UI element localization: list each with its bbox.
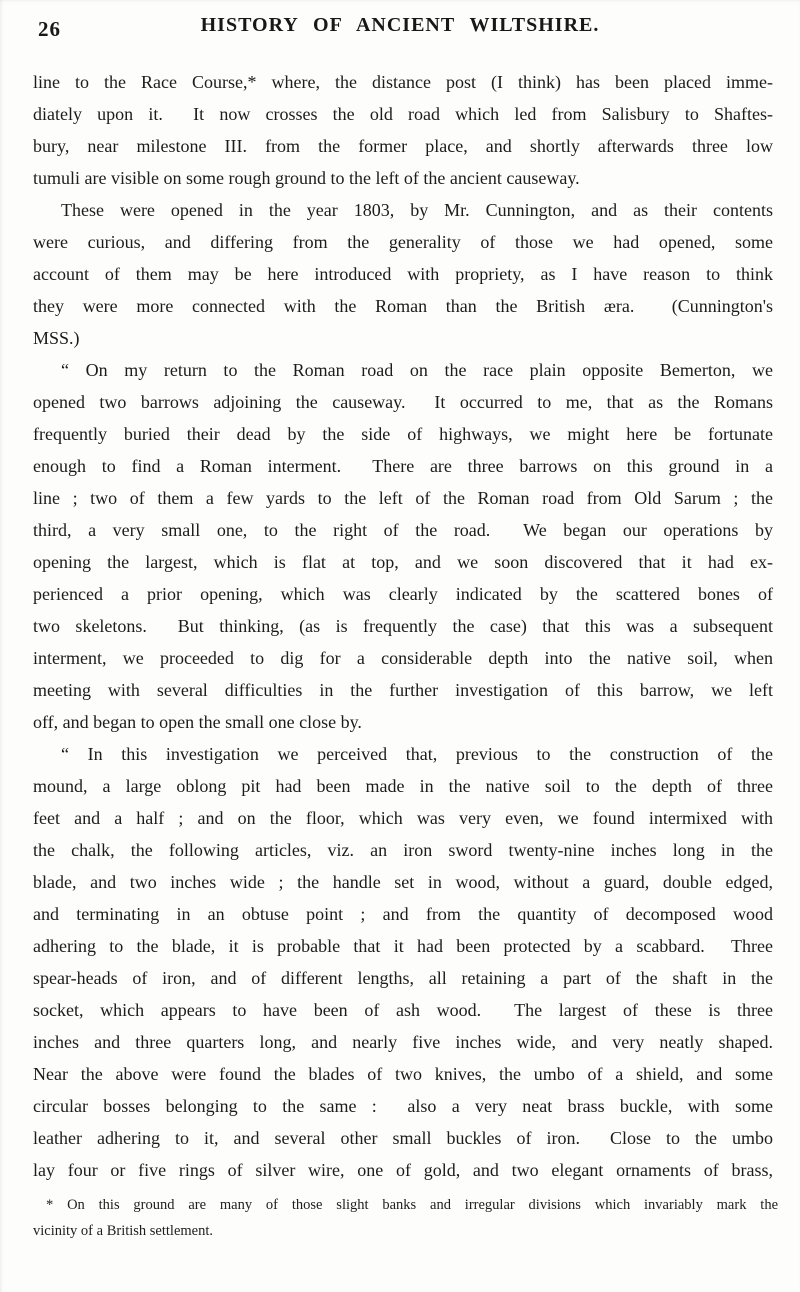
text-line: Near the above were found the blades of two knives, the umbo of a shield, and some xyxy=(33,1064,773,1084)
text-line: “ In this investigation we perceived that, previous to the construction of the xyxy=(61,744,773,764)
text-line: tumuli are visible on some rough ground to the left of the ancient causeway. xyxy=(33,168,580,188)
text-line: frequently buried their dead by the side of highways, we might here be fortunate xyxy=(33,424,773,444)
text-line: opened two barrows adjoining the causeway. It occurred to me, that as the Romans xyxy=(33,392,773,412)
page-number: 26 xyxy=(38,17,61,41)
text-line: lay four or five rings of silver wire, one of gold, and two elegant ornaments of brass, xyxy=(33,1160,773,1180)
text-line: MSS.) xyxy=(33,328,80,348)
text-line: line ; two of them a few yards to the left of the Roman road from Old Sarum ; the xyxy=(33,488,773,508)
text-line: interment, we proceeded to dig for a considerable depth into the native soil, when xyxy=(33,648,773,668)
text-line: mound, a large oblong pit had been made in the native soil to the depth of three xyxy=(33,776,773,796)
text-line: meeting with several difficulties in the further investigation of this barrow, we left xyxy=(33,680,773,700)
text-line: and terminating in an obtuse point ; and from the quantity of decomposed wood xyxy=(33,904,773,924)
footnote-line: vicinity of a British settlement. xyxy=(33,1223,214,1239)
text-line: leather adhering to it, and several other small buckles of iron. Close to the umbo xyxy=(33,1128,773,1148)
footnote-line: * On this ground are many of those slight banks and irregular divisions which invariably mark the xyxy=(46,1197,778,1213)
text-line: the chalk, the following articles, viz. an iron sword twenty-nine inches long in the xyxy=(33,840,773,860)
text-line: were curious, and differing from the generality of those we had opened, some xyxy=(33,232,773,252)
text-line: spear-heads of iron, and of different lengths, all retaining a part of the shaft in the xyxy=(33,968,773,988)
text-line: off, and began to open the small one close by. xyxy=(33,712,362,732)
footnote xyxy=(33,1192,778,1244)
text-line: adhering to the blade, it is probable that it had been protected by a scabbard. Three xyxy=(33,936,773,956)
text-line: “ On my return to the Roman road on the race plain opposite Bemerton, we xyxy=(61,360,773,380)
text-line: These were opened in the year 1803, by Mr. Cunnington, and as their contents xyxy=(61,200,773,220)
text-line: inches and three quarters long, and nearly five inches wide, and very neatly shaped. xyxy=(33,1032,773,1052)
text-line: socket, which appears to have been of ash wood. The largest of these is three xyxy=(33,1000,773,1020)
text-line: third, a very small one, to the right of the road. We began our operations by xyxy=(33,520,773,540)
text-line: account of them may be here introduced with propriety, as I have reason to think xyxy=(33,264,773,284)
page-header xyxy=(0,14,800,46)
text-line: they were more connected with the Roman than the British æra. (Cunnington's xyxy=(33,296,773,316)
text-line: bury, near milestone III. from the former place, and shortly afterwards three low xyxy=(33,136,773,156)
text-line: perienced a prior opening, which was clearly indicated by the scattered bones of xyxy=(33,584,773,604)
text-line: circular bosses belonging to the same : also a very neat brass buckle, with some xyxy=(33,1096,773,1116)
page-body-text xyxy=(33,66,773,1186)
text-line: two skeletons. But thinking, (as is frequently the case) that this was a subsequent xyxy=(33,616,773,636)
text-line: opening the largest, which is flat at top, and we soon discovered that it had ex- xyxy=(33,552,773,572)
text-line: enough to find a Roman interment. There are three barrows on this ground in a xyxy=(33,456,773,476)
text-line: diately upon it. It now crosses the old road which led from Salisbury to Shaftes- xyxy=(33,104,773,124)
text-line: line to the Race Course,* where, the distance post (I think) has been placed imme- xyxy=(33,72,773,92)
text-line: feet and a half ; and on the floor, which was very even, we found intermixed with xyxy=(33,808,773,828)
text-line: blade, and two inches wide ; the handle set in wood, without a guard, double edged, xyxy=(33,872,773,892)
running-title: HISTORY OF ANCIENT WILTSHIRE. xyxy=(200,14,600,36)
